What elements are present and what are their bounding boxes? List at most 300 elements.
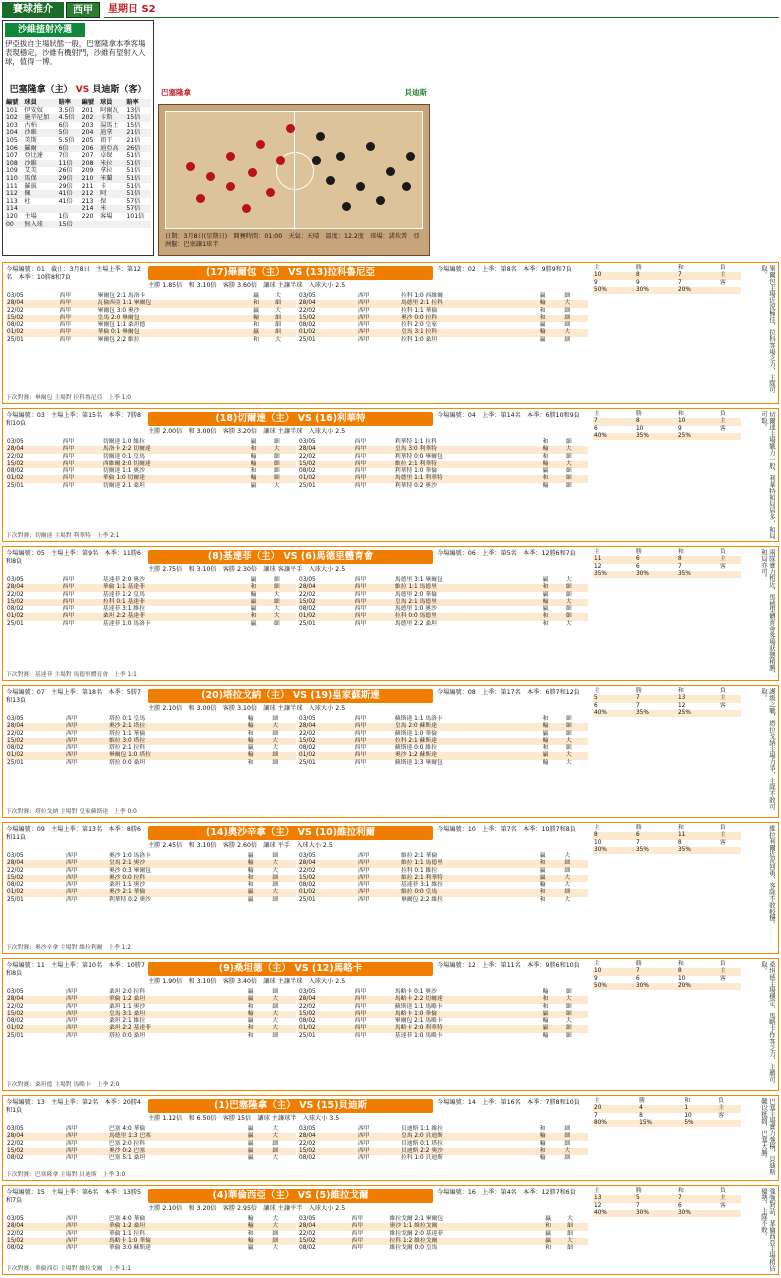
history-cell: 22/02 (299, 1230, 316, 1237)
history-cell: 22/02 (299, 1140, 316, 1147)
history-cell: 維拉 0:0 皇馬 (400, 889, 438, 896)
history-row (6, 889, 296, 896)
stats-row (593, 1105, 741, 1112)
history-cell: 華倫 1:0 切爾達 (102, 475, 145, 482)
next-meeting-note: 下次對賽：切爾達 主場對 利華特 上季 2:1 (6, 533, 120, 539)
stats-cell: 9 (635, 279, 640, 286)
history-cell: 輸 (542, 446, 549, 453)
history-cell: 贏 (250, 620, 257, 627)
roster-row (5, 213, 151, 221)
history-cell: 畢爾包 3:0 奧沙 (97, 307, 140, 314)
history-cell: 輸 (247, 737, 254, 744)
roster-cell: 29倍 (58, 182, 73, 190)
history-cell: 和 (539, 1126, 546, 1132)
history-cell: 細 (565, 453, 572, 460)
history-cell: 贏 (542, 468, 549, 475)
history-cell: 西甲 (358, 1133, 370, 1140)
stats-cell: 9 (594, 279, 598, 286)
history-cell: 贏 (539, 853, 546, 859)
history-row (298, 621, 588, 628)
roster-cell: 109 (6, 167, 18, 175)
history-cell: 15/02 (7, 314, 24, 321)
roster-cell: 105 (6, 136, 18, 144)
history-cell: 西甲 (62, 598, 75, 605)
history-cell: 和 (542, 996, 549, 1003)
history-cell: 細 (565, 606, 572, 613)
history-cell: 維拉戈爾 2:0 基達菲 (389, 1230, 444, 1237)
history-cell: 基達菲 3:1 維拉 (400, 882, 443, 889)
roster-header-cell: 賠率 (58, 99, 71, 106)
stats-cell: 7 (635, 968, 640, 975)
stats-row (593, 564, 741, 571)
stats-row (593, 1195, 741, 1202)
stats-cell (719, 287, 741, 294)
roster-cell: 1倍 (58, 212, 69, 220)
history-cell: 西甲 (358, 314, 370, 321)
history-cell: 蘇斯達 1:1 馬略卡 (394, 1003, 443, 1010)
history-cell: 和 (253, 336, 260, 343)
stats-row (593, 1113, 741, 1120)
history-cell: 22/02 (299, 730, 316, 737)
away-player-marker (312, 156, 321, 165)
history-cell: 15/02 (299, 737, 316, 744)
history-cell: 西甲 (354, 584, 367, 591)
history-cell: 西甲 (59, 322, 72, 329)
history-cell: 22/02 (299, 307, 316, 314)
stats-cell: 7 (677, 272, 682, 279)
stats-cell: 主 (594, 549, 600, 555)
away-history-table (298, 853, 588, 904)
match-card (2, 685, 779, 818)
roster-cell (99, 221, 125, 229)
history-cell: 切爾達 1:0 維拉 (102, 439, 145, 445)
home-player-marker (186, 162, 195, 171)
history-cell: 22/02 (7, 867, 24, 874)
stats-cell: 和 (677, 825, 684, 831)
history-cell: 輸 (539, 1155, 546, 1162)
history-cell: 西甲 (66, 1018, 78, 1025)
away-team-info: 今場編號：04 上季：第14名 本季：6勝10和9負 (437, 412, 580, 419)
history-cell: 西甲 (358, 300, 370, 307)
stats-cell: 客 (719, 839, 726, 846)
stats-row (593, 976, 741, 983)
history-cell: 15/02 (299, 1147, 316, 1154)
history-cell: 塔拉 0:0 桑坦 (108, 759, 146, 766)
history-cell: 大 (564, 300, 571, 307)
history-cell: 西甲 (62, 620, 75, 627)
history-row (298, 592, 588, 599)
history-cell: 西甲 (66, 759, 78, 766)
history-cell: 08/02 (299, 606, 316, 613)
stats-cell: 主 (719, 695, 726, 702)
history-cell: 22/02 (7, 1140, 24, 1147)
history-cell: 拉科 0:1 維拉 (400, 867, 438, 874)
roster-cell: 祖干 (100, 136, 113, 144)
history-cell: 03/05 (299, 989, 316, 995)
stats-row (593, 832, 741, 839)
history-cell: 西甲 (354, 1032, 367, 1039)
stats-row (593, 1120, 741, 1127)
stats-cell: 10 (684, 1112, 692, 1119)
history-cell: 細 (564, 293, 571, 299)
roster-cell: 卡 (100, 182, 107, 190)
history-cell: 輸 (250, 591, 257, 598)
history-cell: 細 (272, 882, 279, 889)
history-cell: 基達菲 1:0 馬略卡 (394, 1032, 443, 1039)
away-team-info: 今場編號：10 上季：第7名 本季：10勝7和8負 (437, 826, 576, 833)
stats-table (593, 825, 741, 854)
home-player-marker (276, 156, 285, 165)
history-cell: 細 (272, 989, 279, 995)
history-cell: 贏 (247, 896, 254, 903)
history-cell: 大 (564, 896, 571, 903)
roster-header-cell: 球員 (24, 99, 37, 106)
history-row (298, 1231, 588, 1238)
roster-cell: 沙維 (24, 159, 37, 167)
history-cell: 皇馬 2:0 貝迪斯 (400, 1133, 443, 1140)
history-cell: 22/02 (299, 1003, 316, 1010)
history-cell: 西甲 (66, 1230, 78, 1237)
vs-label: VS (297, 827, 312, 838)
history-cell: 大 (275, 293, 281, 299)
history-cell: 輸 (542, 482, 549, 489)
history-cell: 西甲 (66, 853, 78, 859)
history-cell: 贏 (539, 293, 546, 299)
history-cell: 奧沙 0:0 拉科 (108, 874, 146, 881)
history-row (298, 1133, 588, 1140)
history-row (298, 1155, 588, 1162)
history-cell: 奧沙 1:2 蘇斯達 (394, 752, 437, 759)
roster-cell: 古柏 (24, 121, 37, 129)
roster-cell: 13倍 (126, 106, 141, 114)
away-player-marker (336, 152, 345, 161)
stats-row (593, 426, 741, 433)
history-cell: 西甲 (66, 1223, 78, 1230)
roster-cell: 15倍 (58, 220, 73, 228)
history-cell: 西甲 (358, 307, 370, 314)
roster-cell: 104 (6, 129, 18, 137)
roster-cell: 湯馬士 (100, 121, 119, 129)
match-card-main (3, 823, 591, 953)
history-cell: 22/02 (7, 1003, 24, 1010)
history-cell: 15/02 (7, 874, 24, 881)
history-cell: 西甲 (66, 867, 78, 874)
history-cell: 大 (567, 1237, 573, 1244)
history-cell: 贏 (542, 606, 549, 613)
history-cell: 拉科 1:0 桑坦 (400, 336, 438, 343)
history-cell: 28/04 (299, 584, 316, 591)
history-cell: 西甲 (62, 460, 75, 467)
away-history-table (298, 577, 588, 628)
stats-cell: 6 (635, 556, 640, 563)
history-cell: 奧沙 1:1 維拉戈爾 (389, 1223, 438, 1230)
stats-cell: 和 (677, 411, 684, 417)
stats-cell: 7 (635, 1202, 640, 1209)
history-cell: 西甲 (62, 591, 75, 598)
stats-cell: 負 (718, 1098, 725, 1104)
history-cell: 細 (564, 1133, 571, 1140)
history-cell: 西甲 (358, 329, 370, 336)
stats-cell: 8 (635, 272, 640, 279)
history-cell: 輸 (542, 737, 549, 744)
history-cell: 西甲 (66, 723, 78, 730)
stats-cell: 30% (677, 1209, 691, 1216)
home-team-name: (1)巴塞隆拿（主） (213, 1100, 296, 1111)
history-cell: 大 (272, 996, 279, 1003)
history-cell: 切爾達 1:1 奧沙 (102, 468, 145, 475)
history-cell: 和 (542, 613, 549, 620)
history-row (298, 731, 588, 738)
roster-cell: 00 (6, 220, 14, 228)
stats-table (593, 1098, 741, 1127)
stats-cell: 主 (718, 1105, 725, 1112)
history-cell: 和 (539, 896, 546, 903)
history-cell: 輸 (247, 1010, 254, 1017)
history-cell: 西甲 (358, 889, 370, 896)
history-cell: 和 (539, 860, 546, 867)
roster-header-cell: 編號 (6, 99, 19, 106)
away-player-marker (316, 132, 325, 141)
history-cell: 28/04 (299, 1223, 316, 1230)
history-cell: 西甲 (66, 1216, 78, 1222)
history-cell: 輸 (247, 752, 254, 759)
history-row (298, 752, 588, 759)
stats-cell: 客 (719, 702, 726, 709)
history-cell: 拉科 0:1 基達菲 (102, 598, 145, 605)
match-card-side (593, 547, 778, 680)
history-cell: 細 (567, 1230, 573, 1237)
roster-cell (81, 221, 99, 229)
roster-cell: 艾美 (24, 167, 37, 175)
history-cell: 華倫 1:1 拉科 (108, 1230, 146, 1237)
away-team-info: 今場編號：08 上季：第17名 本季：6勝7和12負 (437, 689, 580, 696)
history-cell: 皇馬 2:0 畢爾包 (97, 314, 140, 321)
home-team-info: 今場編號：03 主場上季：第15名 本季：7勝8和10負 (6, 412, 141, 427)
history-cell: 細 (273, 460, 280, 467)
stats-cell: 7 (594, 418, 598, 425)
history-cell: 01/02 (7, 613, 24, 620)
history-cell: 西甲 (351, 1245, 364, 1252)
away-history-table (298, 1216, 588, 1252)
history-cell: 和 (539, 889, 546, 896)
history-cell: 細 (272, 716, 279, 722)
history-cell: 馬德里 2:2 桑坦 (394, 620, 437, 627)
history-cell: 28/04 (299, 996, 316, 1003)
away-history-table (298, 716, 588, 767)
history-cell: 馬德里 1:0 奧沙 (394, 606, 437, 613)
history-cell: 細 (272, 1147, 279, 1154)
stats-cell: 和 (677, 688, 684, 694)
stats-cell (719, 710, 741, 717)
roster-cell: 203 (81, 121, 94, 129)
history-row (6, 752, 296, 759)
history-cell: 利華特 0:0 畢爾包 (394, 453, 443, 460)
stats-cell: 40% (594, 432, 607, 439)
history-cell: 西甲 (358, 882, 370, 889)
stats-cell: 8 (677, 968, 682, 975)
stats-row (593, 280, 741, 287)
history-cell: 基達菲 2:0 奧沙 (102, 577, 145, 583)
history-cell: 西甲 (66, 1126, 78, 1132)
stats-row (593, 1203, 741, 1210)
roster-cell: 220 (81, 212, 94, 220)
analysis-note: 巴塞主場實力強橫，貝迪斯難以抵擋，巴塞大勝。 (760, 1098, 776, 1175)
analysis-note: 畢爾包主場近況極佳，拉科客場乏力，主隊可取。 (760, 265, 776, 393)
history-row (6, 621, 296, 628)
history-row (6, 1004, 296, 1011)
roster-cell: 羅爾 (24, 144, 37, 152)
history-row (298, 723, 588, 730)
history-row (6, 454, 296, 461)
stats-cell: 30% (635, 286, 649, 293)
history-cell: 細 (565, 723, 572, 730)
roster-cell: 41倍 (58, 197, 73, 205)
history-cell: 奧沙 2:1 華倫 (108, 889, 146, 896)
history-cell: 細 (273, 598, 280, 605)
history-cell: 03/05 (299, 1126, 316, 1132)
history-cell: 和 (542, 584, 549, 591)
history-cell: 贏 (545, 1230, 552, 1237)
stats-cell: 8 (677, 556, 682, 563)
history-row (298, 613, 588, 620)
stats-cell: 7 (635, 839, 640, 846)
home-history-table (6, 1216, 296, 1252)
odds-line: 主勝 1.85倍 和 3.10倍 客勝 3.60倍 讓球 主讓半球 入球大小 2.5 (148, 282, 346, 289)
history-cell: 15/02 (299, 460, 316, 467)
stats-row (593, 265, 741, 272)
history-row (298, 300, 588, 307)
roster-cell: 杜 (24, 197, 31, 205)
history-cell: 切爾達 2:1 桑坦 (102, 482, 145, 489)
stats-cell: 勝 (635, 549, 642, 555)
history-cell: 08/02 (7, 1155, 24, 1162)
history-cell: 西甲 (62, 584, 75, 591)
stats-cell: 客 (719, 279, 726, 286)
history-cell: 大 (273, 446, 280, 453)
roster-cell: 51倍 (126, 159, 141, 167)
history-cell: 輸 (542, 598, 549, 605)
scorer-intro: 伊亞拔自主場狀態一般，巴塞隆拿本季客場表現穩定，沙維有機射門，沙維有望射入入球，值得一博。 (5, 39, 146, 66)
roster-cell: 213 (81, 197, 94, 205)
roster-cell: 57倍 (126, 205, 141, 213)
match-card (2, 822, 779, 954)
history-cell: 01/02 (7, 329, 24, 336)
history-cell: 奧沙 0:0 拉科 (400, 314, 438, 321)
history-cell: 桑坦 1:1 奧沙 (108, 1003, 146, 1010)
roster-cell: 202 (81, 114, 94, 122)
history-row (6, 300, 296, 307)
history-cell: 蘇斯達 1:1 馬洛卡 (394, 716, 443, 722)
odds-line: 主勝 2.00倍 和 3.00倍 客勝 3.20倍 讓球 主讓半球 入球大小 2.5 (148, 428, 346, 435)
next-meeting-note: 下次對賽：基達菲 主場對 馬德里體育會 上季 1:1 (6, 672, 137, 678)
away-team-name: (15)貝迪斯 (316, 1100, 368, 1111)
roster-cell: 209 (81, 167, 94, 175)
home-player-marker (256, 140, 265, 149)
stats-cell: 客 (719, 975, 726, 982)
roster-cell: 6倍 (58, 121, 69, 129)
match-card (2, 408, 779, 542)
history-cell: 25/01 (7, 1032, 24, 1039)
history-cell: 15/02 (299, 874, 316, 881)
history-cell: 輸 (253, 314, 260, 321)
roster-cell: 7倍 (58, 152, 69, 160)
roster-header-cell: 編號 (81, 99, 95, 106)
stats-row (593, 710, 741, 717)
roster-row (5, 190, 151, 198)
history-cell: 03/05 (7, 989, 24, 995)
history-row (298, 996, 588, 1003)
home-history-table (6, 989, 296, 1040)
home-history-table (6, 577, 296, 628)
analysis-note: 切爾達主場戰力一般，利華特和局居多，和局可取。 (760, 411, 776, 539)
history-cell: 貝迪斯 0:1 塔拉 (400, 1140, 443, 1147)
history-cell: 28/04 (299, 860, 316, 867)
history-cell: 細 (564, 322, 571, 329)
history-cell: 西甲 (354, 591, 367, 598)
history-row (6, 1245, 296, 1252)
history-cell: 細 (272, 730, 279, 737)
history-cell: 15/02 (7, 460, 24, 467)
roster-cell: 107 (6, 152, 18, 160)
stats-row (593, 983, 741, 990)
history-cell: 輸 (247, 1237, 254, 1244)
roster-cell: 卓保 (100, 152, 113, 160)
history-cell: 大 (272, 1018, 279, 1025)
roster-cell: 羅拔 (24, 182, 37, 190)
stats-row (593, 961, 741, 968)
history-cell: 細 (272, 1003, 279, 1010)
roster-cell: 206 (81, 144, 94, 152)
home-team-info: 今場編號：05 主場上季：第9名 本季：11勝6和8負 (6, 550, 141, 565)
history-cell: 貝迪斯 2:2 奧沙 (400, 1147, 443, 1154)
history-cell: 西甲 (62, 577, 75, 583)
history-cell: 輸 (539, 1133, 546, 1140)
stats-cell: 負 (719, 549, 726, 555)
roster-cell: 3.5倍 (58, 106, 75, 114)
history-cell: 贏 (247, 1126, 254, 1132)
history-cell: 畢爾包 2:1 馬洛卡 (97, 293, 146, 299)
history-cell: 西甲 (59, 307, 72, 314)
history-cell: 贏 (542, 577, 549, 583)
history-cell: 細 (272, 752, 279, 759)
history-cell: 西甲 (66, 1237, 78, 1244)
stats-cell: 7 (594, 1112, 598, 1119)
history-cell: 西甲 (354, 745, 367, 752)
history-cell: 和 (542, 620, 549, 627)
match-card-side (593, 1096, 778, 1180)
history-row (298, 483, 588, 490)
stats-row (593, 433, 741, 440)
stats-cell: 5 (594, 695, 598, 702)
home-history-table (6, 716, 296, 767)
stats-cell: 和 (677, 549, 684, 555)
history-cell: 贏 (247, 1147, 254, 1154)
history-row (6, 1141, 296, 1148)
match-card (2, 958, 779, 1091)
history-cell: 拉科 1:2 維拉戈爾 (389, 1237, 438, 1244)
history-cell: 03/05 (7, 1126, 24, 1132)
history-cell: 拉科 1:1 華倫 (400, 307, 438, 314)
history-cell: 贏 (247, 1133, 254, 1140)
away-team-name: (19)皇家蘇斯達 (310, 690, 380, 701)
history-cell: 華倫 1:2 桑坦 (108, 996, 146, 1003)
vs-label: VS (299, 1100, 314, 1111)
history-cell: 奧沙 0:2 巴塞 (108, 1147, 146, 1154)
history-cell: 西甲 (354, 730, 367, 737)
history-cell: 25/01 (299, 336, 316, 343)
history-row (298, 860, 588, 867)
stats-cell: 主 (594, 265, 600, 271)
